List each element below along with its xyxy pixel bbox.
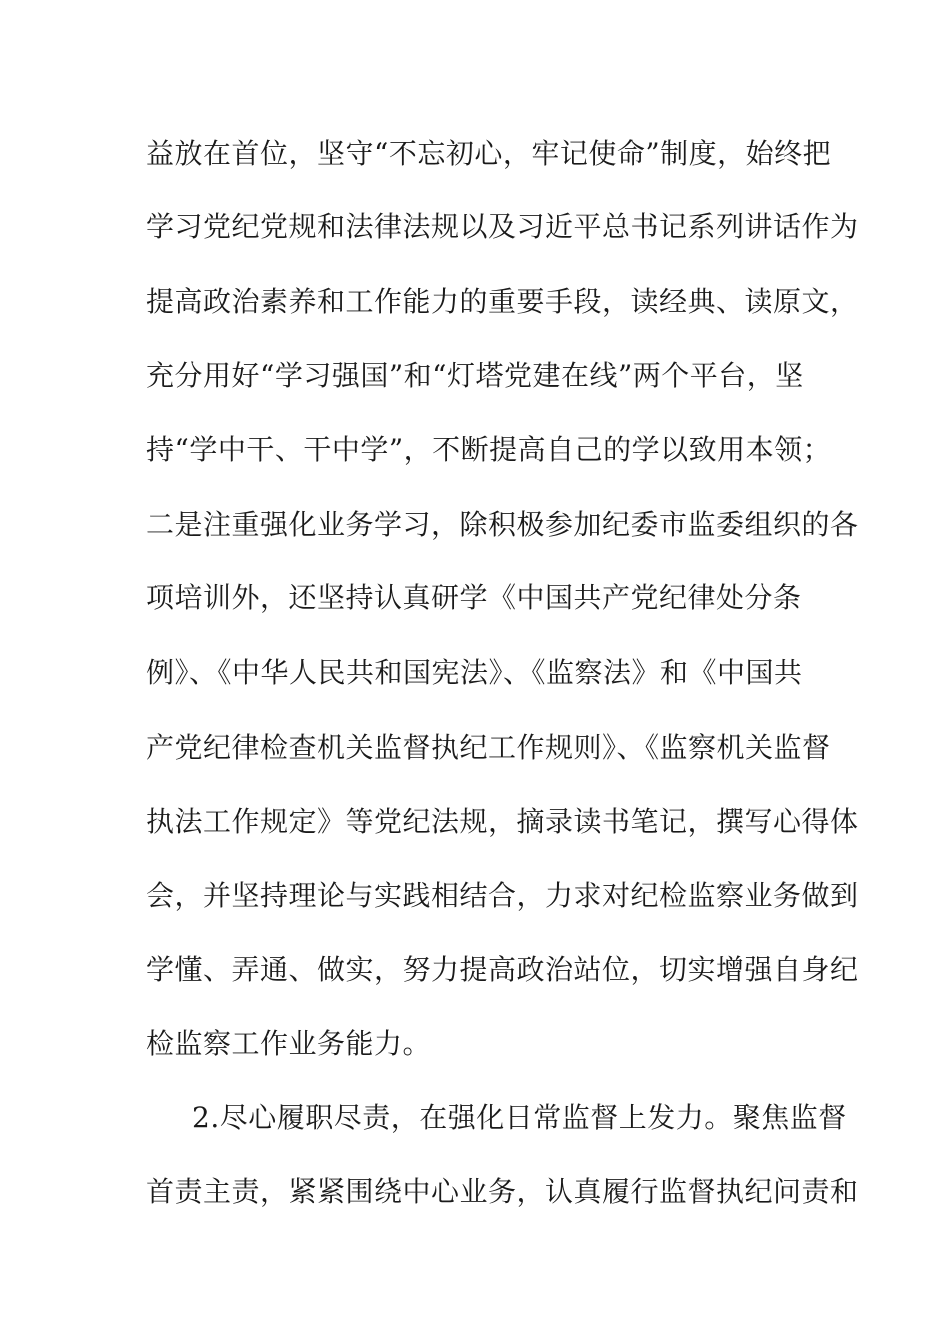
text-line: 充分用好“学习强国”和“灯塔党建在线”两个平台，坚 <box>146 359 804 392</box>
text-line: 例》、《中华人民共和国宪法》、《监察法》和《中国共 <box>146 656 803 689</box>
text-line: 执法工作规定》等党纪法规，摘录读书笔记，撰写心得体 <box>146 805 859 838</box>
text-line: 持“学中干、干中学”，不断提高自己的学以致用本领； <box>146 433 832 466</box>
text-line: 学习党纪党规和法律法规以及习近平总书记系列讲话作为 <box>146 210 859 243</box>
text-line: 提高政治素养和工作能力的重要手段，读经典、读原文， <box>146 285 859 318</box>
text-line: 会，并坚持理论与实践相结合，力求对纪检监察业务做到 <box>146 879 859 912</box>
text-line: 产党纪律检查机关监督执纪工作规则》、《监察机关监督 <box>146 731 831 764</box>
paragraph-heading-line: 2.尽心履职尽责，在强化日常监督上发力。聚焦监督 <box>192 1101 847 1134</box>
text-line: 检监察工作业务能力。 <box>146 1027 432 1060</box>
text-line: 学懂、弄通、做实，努力提高政治站位，切实增强自身纪 <box>146 953 859 986</box>
text-line: 二是注重强化业务学习，除积极参加纪委市监委组织的各 <box>146 508 859 541</box>
text-line: 首责主责，紧紧围绕中心业务，认真履行监督执纪问责和 <box>146 1175 859 1208</box>
text-line: 益放在首位，坚守“不忘初心，牢记使命”制度，始终把 <box>146 137 832 170</box>
text-line: 项培训外，还坚持认真研学《中国共产党纪律处分条 <box>146 581 802 614</box>
